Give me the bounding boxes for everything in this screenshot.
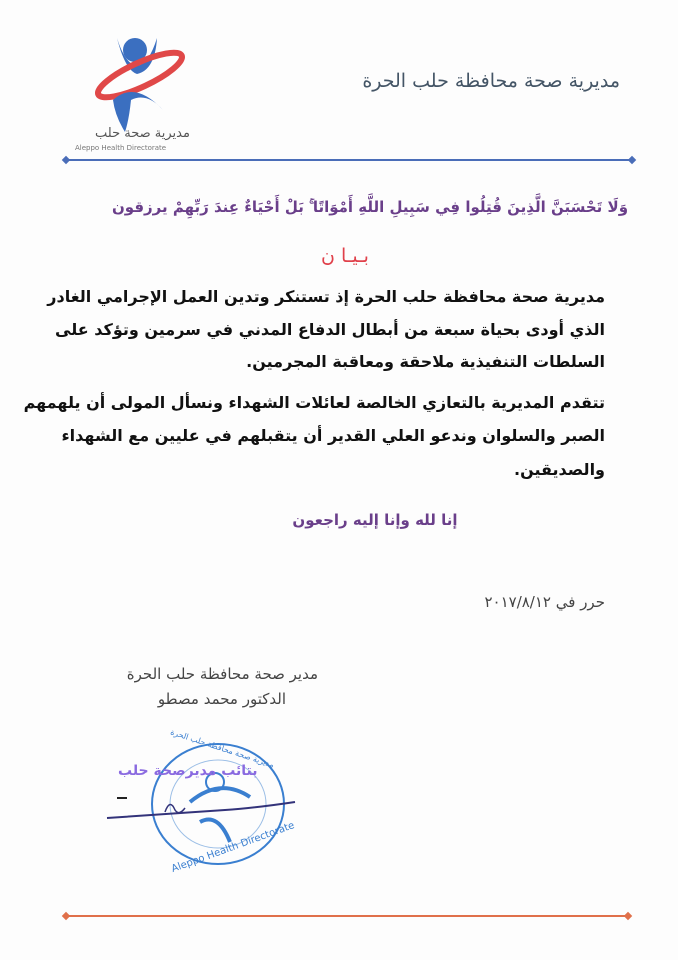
letterhead-title: مديرية صحة محافظة حلب الحرة [362, 70, 620, 92]
footer-rule-end-right [624, 912, 632, 920]
stamp-handwriting: بتائب مديرصحة حلب [118, 763, 258, 779]
date-line: حرر في ٢٠١٧/٨/١٢ [484, 593, 605, 611]
logo-arabic-text: مديرية صحة حلب [95, 126, 190, 141]
body-line: تتقدم المديرية بالتعازي الخالصة لعائلات الشهداء ونسأل المولى أن يلهمهم [23, 393, 605, 412]
body-line: والصديقين. [514, 460, 605, 479]
signatory-name: الدكتور محمد مصطو [157, 690, 286, 708]
body-line: الذي أودى بحياة سبعة من أبطال الدفاع المدني في سرمين وتؤكد على [55, 320, 605, 339]
header-rule-end-right [628, 156, 636, 164]
stamp-english-text: Aleppo Health Directorate [170, 820, 297, 875]
body-line: الصبر والسلوان وندعو العلي القدير أن يتقبلهم في عليين مع الشهداء [61, 426, 605, 445]
header-rule [66, 159, 632, 161]
logo-english-text: Aleppo Health Directorate [75, 144, 167, 152]
quran-verse: وَلَا تَحْسَبَنَّ الَّذِينَ قُتِلُوا فِي سَبِيلِ اللَّهِ أَمْوَاتًا ۚ بَلْ أَحْيَاءٌ عِندَ رَبِّهِمْ يرزقون [111, 198, 629, 216]
footer-rule-end-left [62, 912, 70, 920]
directorate-logo [75, 30, 195, 160]
logo-figure-icon [85, 30, 195, 135]
footer-rule [66, 915, 628, 917]
handwritten-signature-icon [105, 790, 305, 830]
body-line: مديرية صحة محافظة حلب الحرة إذ تستنكر وتدين العمل الإجرامي الغادر [47, 287, 605, 306]
closing-phrase: إنا لله وإنا إليه راجعون [292, 511, 458, 529]
signatory-title: مدير صحة محافظة حلب الحرة [126, 665, 318, 683]
header-rule-end-left [62, 156, 70, 164]
stamp-arabic-text: مديرية صحة محافظة حلب الحرة [169, 727, 276, 770]
body-line: السلطات التنفيذية ملاحقة ومعاقبة المجرمين. [246, 352, 605, 371]
statement-heading: بـيـا ن [321, 245, 369, 267]
